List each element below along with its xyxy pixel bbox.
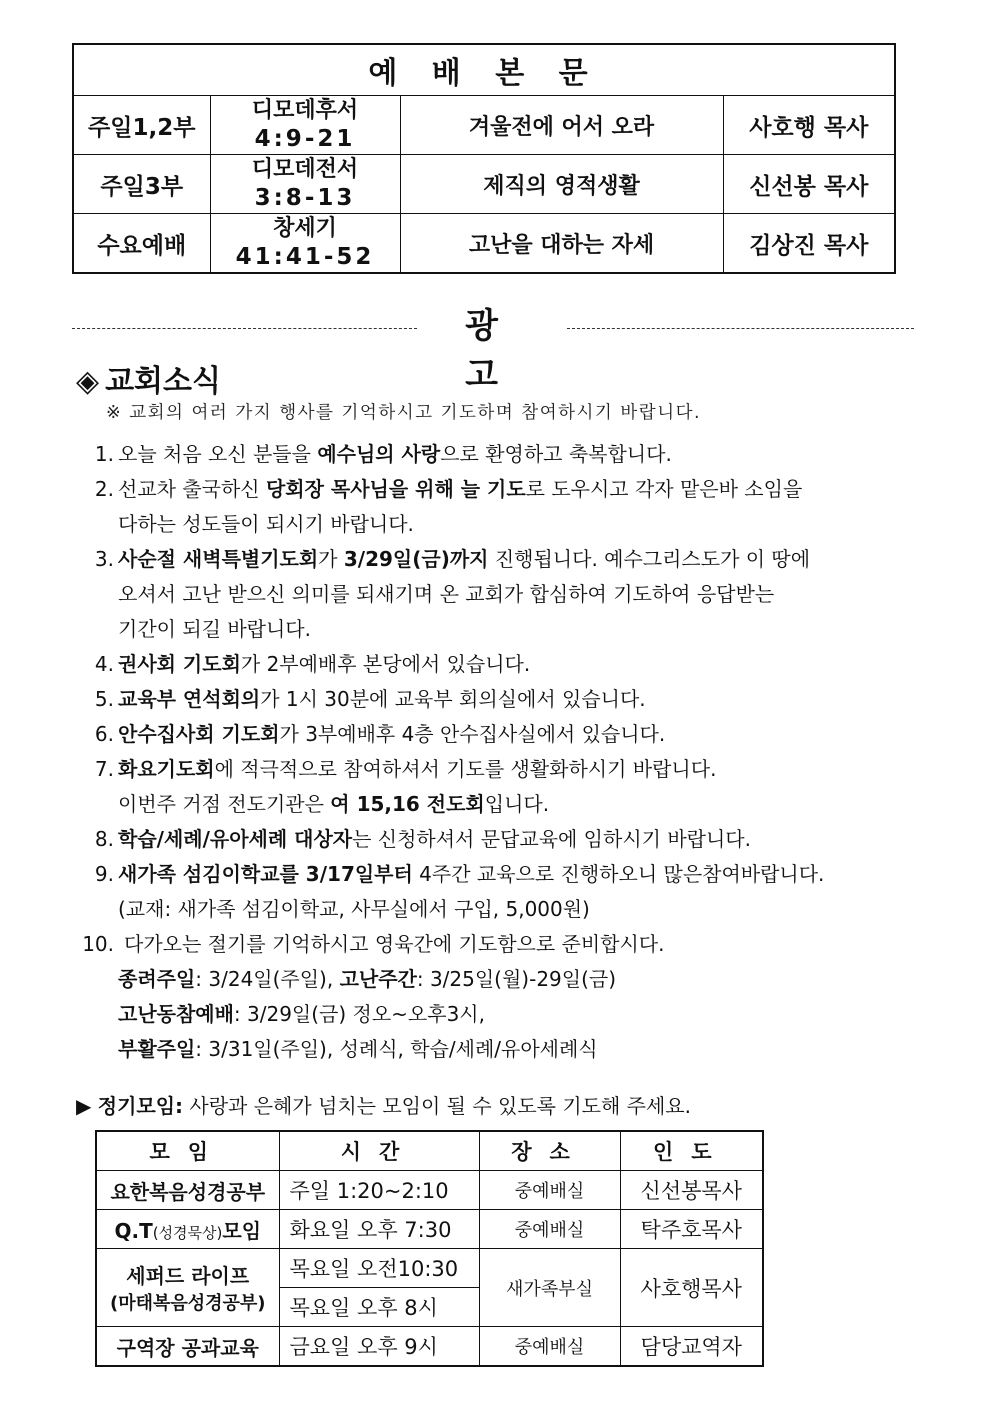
item-number: 6.	[94, 722, 114, 746]
bold-run: 여 15,16 전도회	[330, 792, 485, 816]
table-header-row	[96, 1131, 763, 1171]
preacher: 김상진 목사	[723, 214, 895, 274]
meeting-time: 목요일 오전10:30	[279, 1249, 479, 1288]
meeting-place: 중예배실	[479, 1171, 620, 1210]
list-item	[70, 682, 970, 717]
news-list	[70, 437, 970, 1067]
text-run: (마태복음성경공부)	[109, 1293, 266, 1314]
item-text	[118, 437, 672, 472]
bold-run: 종려주일	[118, 967, 196, 991]
meeting-time: 화요일 오후 7:30	[279, 1210, 479, 1249]
item-text	[118, 647, 530, 682]
meeting-time: 금요일 오후 9시	[279, 1327, 479, 1367]
item-text	[118, 1032, 598, 1067]
column-header: 모임	[96, 1131, 279, 1171]
text-run: 입니다.	[484, 792, 550, 816]
item-text	[118, 787, 549, 822]
list-item-continuation	[70, 892, 970, 927]
item-text: 오셔서 고난 받으신 의미를 되새기며 온 교회가 합심하여 기도하여 응답받는	[118, 582, 775, 606]
item-number: 7.	[94, 757, 114, 781]
announcement-heading: 광 고	[465, 306, 524, 395]
item-text: 다하는 성도들이 되시기 바랍니다.	[118, 512, 414, 536]
dashed-rule-right	[567, 328, 914, 329]
text-run: : 3/31일(주일), 성례식, 학습/세례/유아세례식	[195, 1037, 598, 1061]
item-text: (교재: 새가족 섬김이학교, 사무실에서 구입, 5,000원)	[118, 897, 590, 921]
item-text	[118, 682, 646, 717]
list-item-continuation	[70, 997, 970, 1032]
text-run: 이번주 거점 전도기관은	[118, 792, 331, 816]
item-number: 10.	[82, 932, 114, 956]
text-run: Q.T	[114, 1218, 153, 1243]
sermon-title: 겨울전에 어서 오라	[400, 96, 723, 155]
preacher: 신선봉 목사	[723, 155, 895, 214]
service-name: 주일3부	[73, 155, 210, 214]
church-news-note: ※ 교회의 여러 가지 행사를 기억하시고 기도하며 참여하시기 바랍니다.	[106, 403, 702, 423]
meeting-time: 주일 1:20~2:10	[279, 1171, 479, 1210]
sermon-title: 제직의 영적생활	[400, 155, 723, 214]
text-run: 가 1시 30분에 교육부 회의실에서 있습니다.	[260, 687, 646, 711]
text-run: : 3/24일(주일),	[195, 967, 340, 991]
list-item-continuation	[70, 787, 970, 822]
bold-run: 고난주간	[339, 967, 417, 991]
item-number: 5.	[94, 687, 114, 711]
meeting-place: 중예배실	[479, 1210, 620, 1249]
bold-run: 화요기도회	[118, 757, 215, 781]
worship-row	[73, 96, 895, 155]
list-item	[70, 857, 970, 892]
church-news-heading	[76, 356, 221, 400]
meeting-place: 중예배실	[479, 1327, 620, 1367]
arrow-icon: ▶	[76, 1094, 92, 1118]
church-news-title: 교회소식	[105, 364, 221, 399]
scripture-book: 디모데전서	[251, 157, 359, 182]
preacher: 사호행 목사	[723, 96, 895, 155]
item-text	[118, 542, 810, 577]
text-run: 가 3부예배후 4층 안수집사실에서 있습니다.	[279, 722, 666, 746]
meeting-name: 구역장 공과교육	[96, 1327, 279, 1367]
list-item-continuation	[70, 612, 970, 647]
item-number: 1.	[94, 442, 114, 466]
service-name: 주일1,2부	[73, 96, 210, 155]
text-run: : 3/29일(금) 정오~오후3시,	[233, 1002, 485, 1026]
text-run: 4주간 교육으로 진행하오니 많은참여바랍니다.	[412, 862, 825, 886]
worship-row	[73, 155, 895, 214]
column-header: 장소	[479, 1131, 620, 1171]
text-run: 모임	[222, 1218, 262, 1243]
table-row	[96, 1210, 763, 1249]
scripture-verse: 41:41-52	[235, 244, 375, 270]
item-text	[118, 962, 616, 997]
item-text: 다가오는 절기를 기억하시고 영육간에 기도함으로 준비합시다.	[124, 932, 665, 956]
meetings-table	[95, 1130, 764, 1367]
scripture-ref	[210, 96, 400, 155]
bold-run: 안수집사회 기도회	[118, 722, 280, 746]
column-header: 시간	[279, 1131, 479, 1171]
item-text	[118, 717, 665, 752]
text-run: 로 도우시고 각자 맡은바 소임을	[525, 477, 803, 501]
text-run: (성경묵상)	[152, 1223, 223, 1242]
meeting-name	[96, 1249, 279, 1327]
list-item	[70, 927, 970, 962]
worship-row	[73, 214, 895, 274]
bold-run: 학습/세례/유아세례 대상자	[118, 827, 353, 851]
list-item	[70, 542, 970, 577]
text-run: 가	[318, 547, 344, 571]
bold-run: 권사회 기도회	[118, 652, 241, 676]
list-item	[70, 717, 970, 752]
item-text	[118, 472, 802, 507]
item-text: 기간이 되길 바랍니다.	[118, 617, 311, 641]
meeting-time: 목요일 오후 8시	[279, 1288, 479, 1327]
meeting-leader: 담당교역자	[620, 1327, 763, 1367]
bold-run: 교육부 연석회의	[118, 687, 261, 711]
item-number: 2.	[94, 477, 114, 501]
meeting-leader: 사호행목사	[620, 1249, 763, 1327]
scripture-ref	[210, 214, 400, 274]
text-run: 세퍼드 라이프	[126, 1264, 250, 1288]
worship-table	[72, 43, 896, 274]
bold-run: 사순절 새벽특별기도회	[118, 547, 319, 571]
list-item-continuation	[70, 507, 970, 542]
text-run: 오늘 처음 오신 분들을	[118, 442, 318, 466]
bold-run: 당회장 목사님을 위해 늘 기도	[265, 477, 526, 501]
meetings-title: 정기모임:	[97, 1094, 184, 1118]
meeting-leader: 신선봉목사	[620, 1171, 763, 1210]
worship-title: 예 배 본 문	[73, 44, 895, 96]
meeting-name	[96, 1210, 279, 1249]
bold-run: 고난동참예배	[118, 1002, 234, 1026]
diamond-icon: ◈	[76, 364, 100, 399]
item-number: 4.	[94, 652, 114, 676]
meeting-place: 새가족부실	[479, 1249, 620, 1327]
scripture-book: 디모데후서	[251, 98, 359, 123]
item-text	[118, 997, 485, 1032]
list-item-continuation	[70, 577, 970, 612]
scripture-book: 창세기	[273, 216, 337, 241]
list-item-continuation	[70, 962, 970, 997]
list-item	[70, 647, 970, 682]
scripture-verse: 4:9-21	[254, 126, 356, 152]
meeting-name: 요한복음성경공부	[96, 1171, 279, 1210]
bold-run: 3/29일(금)까지	[343, 547, 489, 571]
scripture-verse: 3:8-13	[254, 185, 356, 211]
meetings-heading	[76, 1090, 691, 1119]
meetings-description: 사랑과 은혜가 넘치는 모임이 될 수 있도록 기도해 주세요.	[183, 1094, 691, 1118]
item-number: 3.	[94, 547, 114, 571]
table-row	[96, 1171, 763, 1210]
text-run: 에 적극적으로 참여하셔서 기도를 생활화하시기 바랍니다.	[214, 757, 717, 781]
item-text	[118, 752, 716, 787]
item-number: 9.	[94, 862, 114, 886]
scripture-ref	[210, 155, 400, 214]
list-item	[70, 472, 970, 507]
sermon-title: 고난을 대하는 자세	[400, 214, 723, 274]
table-row	[96, 1327, 763, 1367]
item-text	[118, 822, 751, 857]
dashed-rule-left	[72, 328, 417, 329]
meeting-leader: 탁주호목사	[620, 1210, 763, 1249]
service-name: 수요예배	[73, 214, 210, 274]
text-run: 선교차 출국하신	[118, 477, 266, 501]
text-run: 진행됩니다. 예수그리스도가 이 땅에	[488, 547, 811, 571]
table-row	[96, 1249, 763, 1288]
item-text	[118, 857, 824, 892]
text-run: 으로 환영하고 축복합니다.	[440, 442, 672, 466]
list-item-continuation	[70, 1032, 970, 1067]
text-run: 는 신청하셔서 문답교육에 임하시기 바랍니다.	[352, 827, 751, 851]
item-number: 8.	[94, 827, 114, 851]
bold-run: 예수님의 사랑	[317, 442, 441, 466]
bold-run: 새가족 섬김이학교를 3/17일부터	[118, 862, 413, 886]
column-header: 인도	[620, 1131, 763, 1171]
bold-run: 부활주일	[118, 1037, 196, 1061]
text-run: 가 2부예배후 본당에서 있습니다.	[240, 652, 531, 676]
text-run: : 3/25일(월)-29일(금)	[416, 967, 617, 991]
list-item	[70, 437, 970, 472]
list-item	[70, 752, 970, 787]
list-item	[70, 822, 970, 857]
